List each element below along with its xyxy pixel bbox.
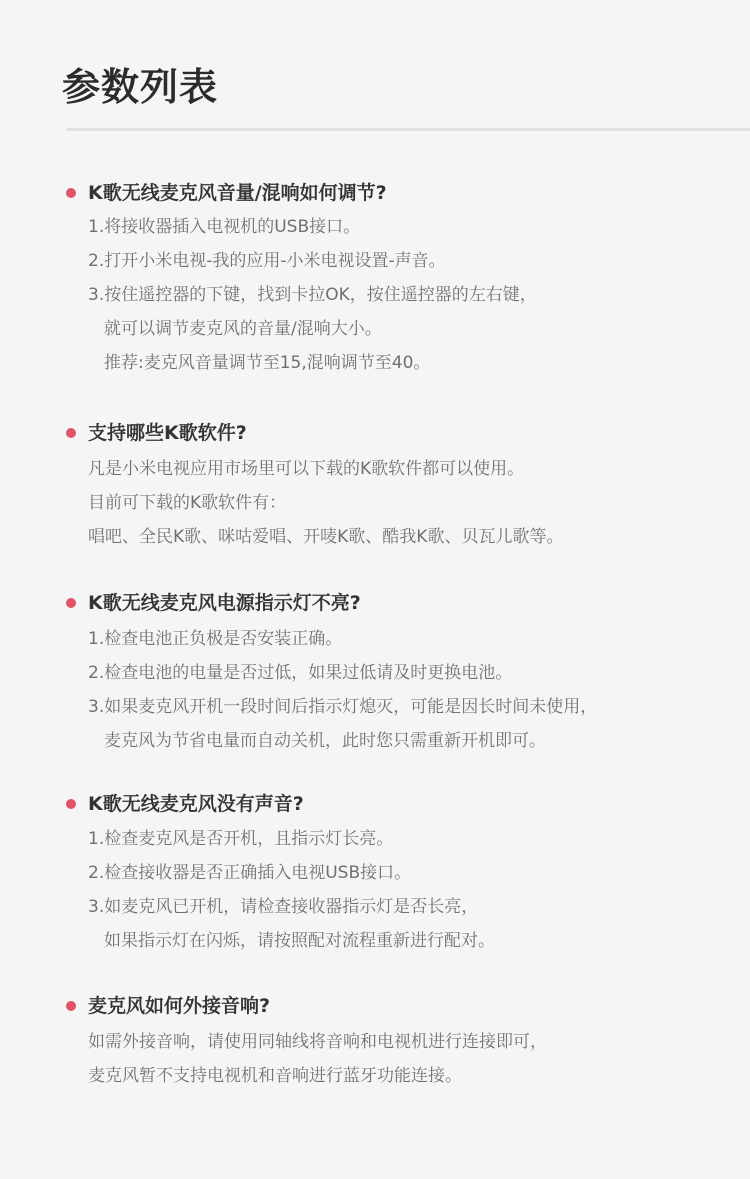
faq-answer-line: 如需外接音响，请使用同轴线将音响和电视机进行连接即可， (88, 1032, 547, 1052)
faq-answer-line: 唱吧、全民K歌、咪咕爱唱、开唛K歌、酷我K歌、贝瓦儿歌等。 (88, 527, 564, 547)
faq-item-volume-reverb (0, 175, 750, 380)
faq-answer-line: 如果指示灯在闪烁，请按照配对流程重新进行配对。 (104, 931, 495, 951)
faq-item-no-sound (0, 786, 750, 958)
faq-answer-line: 2.检查电池的电量是否过低，如果过低请及时更换电池。 (88, 663, 513, 683)
page-title: 参数列表 (62, 65, 219, 109)
faq-answer-line: 1.将接收器插入电视机的USB接口。 (88, 217, 361, 237)
faq-answer-line: 凡是小米电视应用市场里可以下载的K歌软件都可以使用。 (88, 459, 525, 479)
faq-answer-line: 就可以调节麦克风的音量/混响大小。 (104, 319, 382, 339)
bullet-dot-icon (66, 598, 76, 608)
faq-item-power-indicator (0, 585, 750, 758)
faq-answer-line: 1.检查电池正负极是否安装正确。 (88, 629, 343, 649)
faq-answer-line: 3.如麦克风已开机，请检查接收器指示灯是否长亮， (88, 897, 479, 917)
faq-question (0, 175, 750, 211)
faq-question-text: 支持哪些K歌软件? (88, 422, 247, 444)
bullet-dot-icon (66, 188, 76, 198)
faq-question-text: K歌无线麦克风没有声音? (88, 793, 304, 815)
faq-answer-line: 麦克风暂不支持电视机和音响进行蓝牙功能连接。 (88, 1066, 462, 1086)
faq-question (0, 988, 750, 1024)
faq-answer-line: 推荐:麦克风音量调节至15,混响调节至40。 (104, 353, 431, 373)
faq-answer-line: 3.如果麦克风开机一段时间后指示灯熄灭，可能是因长时间未使用， (88, 697, 598, 717)
faq-answer-line: 目前可下载的K歌软件有： (88, 493, 287, 513)
faq-question (0, 786, 750, 822)
faq-item-external-speaker (0, 988, 750, 1093)
bullet-dot-icon (66, 1001, 76, 1011)
faq-question-text: K歌无线麦克风音量/混响如何调节? (88, 182, 387, 204)
faq-answer-line: 2.打开小米电视-我的应用-小米电视设置-声音。 (88, 251, 446, 271)
faq-answer-line: 麦克风为节省电量而自动关机，此时您只需重新开机即可。 (104, 731, 546, 751)
faq-answer-line: 1.检查麦克风是否开机，且指示灯长亮。 (88, 829, 394, 849)
title-divider (66, 128, 750, 131)
faq-question-text: K歌无线麦克风电源指示灯不亮? (88, 592, 361, 614)
bullet-dot-icon (66, 799, 76, 809)
faq-question (0, 415, 750, 451)
faq-answer-line: 2.检查接收器是否正确插入电视USB接口。 (88, 863, 412, 883)
faq-question-text: 麦克风如何外接音响? (88, 995, 271, 1017)
faq-answer-line: 3.按住遥控器的下键，找到卡拉OK，按住遥控器的左右键， (88, 285, 537, 305)
bullet-dot-icon (66, 428, 76, 438)
faq-question (0, 585, 750, 621)
faq-item-supported-software (0, 415, 750, 554)
